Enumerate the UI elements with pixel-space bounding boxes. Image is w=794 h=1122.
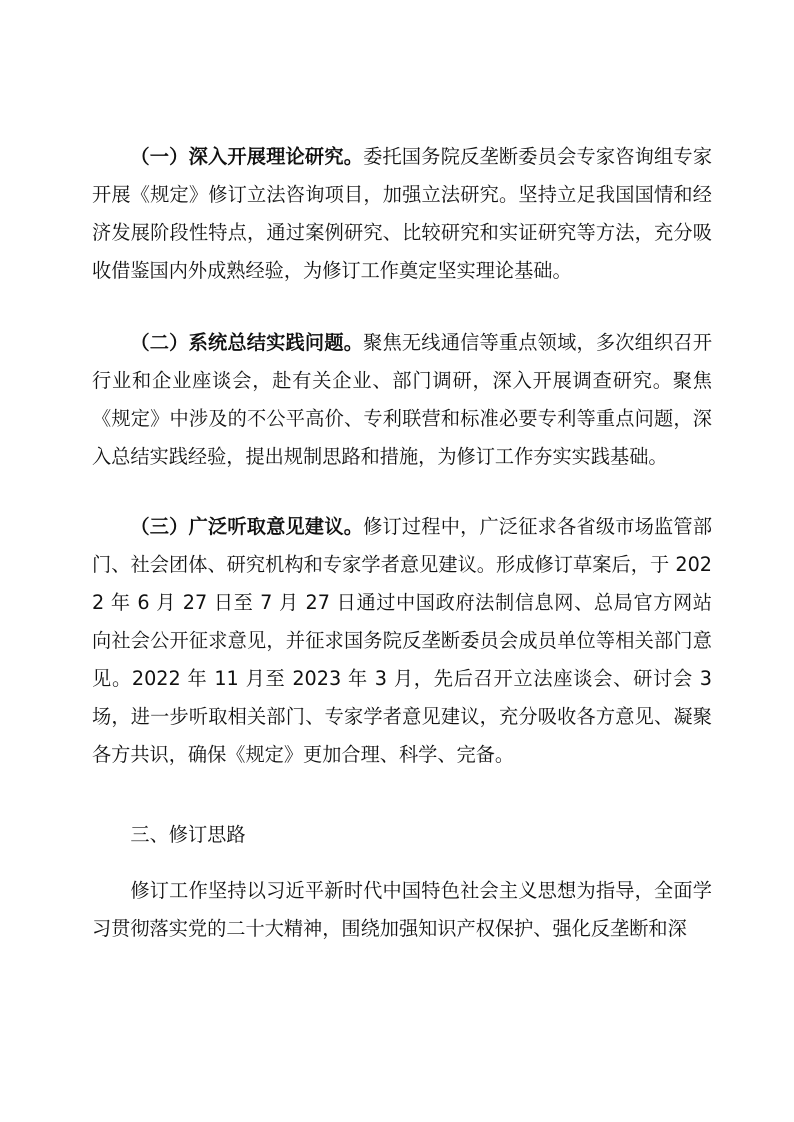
paragraph-body: 聚焦无线通信等重点领域，多次组织召开行业和企业座谈会，赴有关企业、部门调研，深入开展调查研究。聚焦《规定》中涉及的不公平高价、专利联营和标准必要专利等重点问题，深入总结实践经验，提出规制思路和措施，为修订工作夯实实践基础。 xyxy=(92,331,713,468)
paragraph-theory-research xyxy=(92,138,712,290)
paragraph-heading: （二）系统总结实践问题。 xyxy=(130,331,364,354)
paragraph-heading: （三）广泛听取意见建议。 xyxy=(130,515,364,538)
section-heading: 三、修订思路 xyxy=(130,823,246,846)
paragraph-body: 委托国务院反垄断委员会专家咨询组专家开展《规定》修订立法咨询项目，加强立法研究。坚持立足我国国情和经济发展阶段性特点，通过案例研究、比较研究和实证研究等方法，充分吸收借鉴国内外成熟经验，为修订工作奠定坚实理论基础。 xyxy=(92,145,713,282)
paragraph-revision-approach: 修订工作坚持以习近平新时代中国特色社会主义思想为指导，全面学习贯彻落实党的二十大精神，围绕加强知识产权保护、强化反垄断和深 xyxy=(92,879,712,940)
paragraph-practice-summary xyxy=(92,324,712,476)
paragraph-opinion-solicitation xyxy=(92,508,712,774)
paragraph-heading: （一）深入开展理论研究。 xyxy=(130,145,364,168)
paragraph-body: 修订过程中，广泛征求各省级市场监管部门、社会团体、研究机构和专家学者意见建议。形成修订草案后，于 2022 年 6 月 27 日至 7 月 27 日通过中国政府法制信息网、总局官方网站向社会公开征求意见，并征求国务院反垄断委员会成员单位等相关部门意见。2022 年 11 月至 2023 年 3 月，先后召开立法座谈会、研讨会 3 场，进一步听取相关部门、专家学者意见建议，充分吸收各方意见、凝聚各方共识，确保《规定》更加合理、科学、完备。 xyxy=(92,515,713,766)
